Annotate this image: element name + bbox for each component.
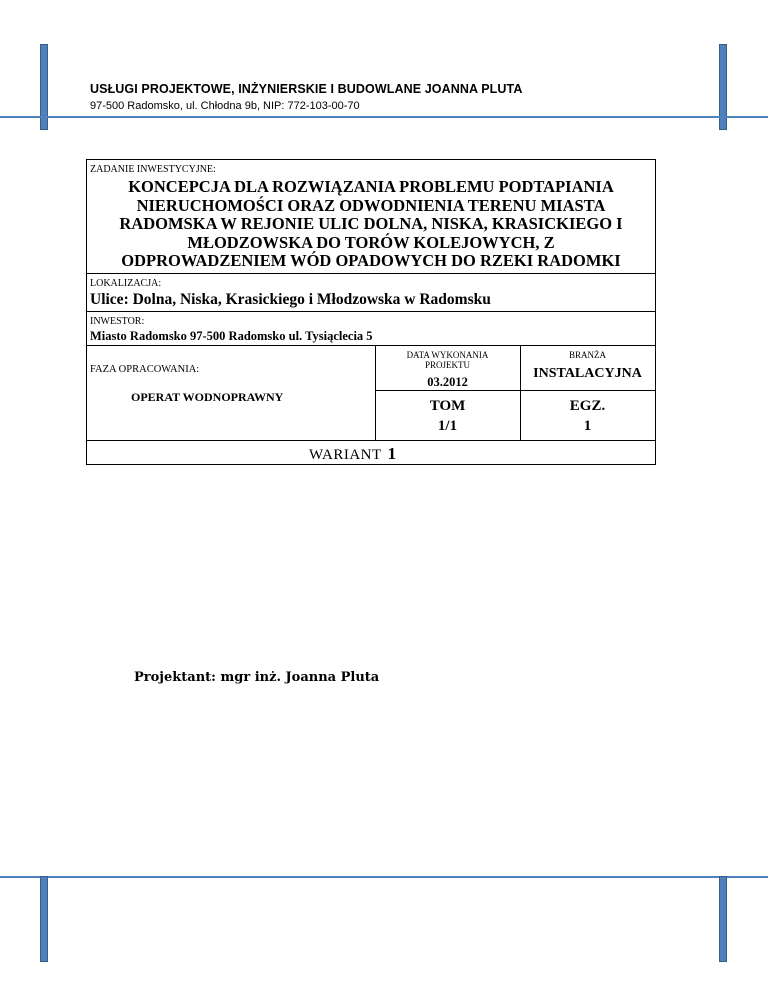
- faza-value: OPERAT WODNOPRAWNY: [131, 390, 284, 404]
- lokalizacja-label: LOKALIZACJA:: [90, 278, 162, 289]
- title-block: [86, 159, 656, 465]
- inwestor-row: [87, 312, 655, 346]
- project-title-line: ODPROWADZENIEM WÓD OPADOWYCH DO RZEKI RADOMKI: [121, 251, 621, 270]
- tom-value: 1/1: [437, 418, 458, 434]
- header-rule: [0, 116, 768, 118]
- project-title-line: NIERUCHOMOŚCI ORAZ ODWODNIENIA TERENU MIASTA: [136, 195, 606, 215]
- wariant: [309, 444, 397, 464]
- branza-value: INSTALACYJNA: [533, 366, 642, 381]
- project-title-line: RADOMSKA W REJONIE ULIC DOLNA, NISKA, KRASICKIEGO I: [119, 214, 623, 233]
- wariant-row: [87, 441, 655, 464]
- wariant-label: WARIANT: [309, 447, 382, 463]
- inner-divider: [375, 390, 655, 391]
- footer-bar-right: [719, 876, 727, 962]
- zadanie-label: ZADANIE INWESTYCYJNE:: [90, 164, 216, 175]
- inwestor-label: INWESTOR:: [90, 316, 145, 327]
- zadanie-row: [87, 160, 655, 274]
- data-label: DATA WYKONANIA: [406, 350, 489, 360]
- project-title: [87, 178, 655, 271]
- branza-label: BRANŻA: [568, 350, 606, 360]
- tom-cell: [375, 396, 520, 436]
- egz-label: EGZ.: [569, 398, 606, 414]
- inwestor-value: Miasto Radomsko 97-500 Radomsko ul. Tysiąclecia 5: [90, 329, 373, 343]
- faza-label: FAZA OPRACOWANIA:: [90, 364, 200, 375]
- footer-bar-left: [40, 876, 48, 962]
- lokalizacja-row: [87, 274, 655, 312]
- footer-rule: [0, 876, 768, 878]
- data-label-2: PROJEKTU: [424, 360, 470, 370]
- wariant-value: 1: [387, 444, 397, 463]
- projektant: Projektant: mgr inż. Joanna Pluta: [134, 670, 380, 685]
- company-name: USŁUGI PROJEKTOWE, INŻYNIERSKIE I BUDOWLANE JOANNA PLUTA: [90, 82, 523, 96]
- company-address: 97-500 Radomsko, ul. Chłodna 9b, NIP: 772-103-00-70: [90, 100, 360, 112]
- lokalizacja-value: Ulice: Dolna, Niska, Krasickiego i Młodzowska w Radomsku: [90, 291, 491, 308]
- egz-cell: [520, 396, 655, 436]
- project-title-line: MŁODZOWSKA DO TORÓW KOLEJOWYCH, Z: [187, 232, 555, 252]
- data-wykonania-cell: [375, 350, 520, 390]
- details-row: [87, 346, 655, 441]
- tom-label: TOM: [429, 398, 466, 414]
- branza-cell: [520, 350, 655, 390]
- egz-value: 1: [583, 418, 592, 434]
- project-title-line: KONCEPCJA DLA ROZWIĄZANIA PROBLEMU PODTAPIANIA: [128, 177, 614, 196]
- data-value: 03.2012: [427, 375, 468, 389]
